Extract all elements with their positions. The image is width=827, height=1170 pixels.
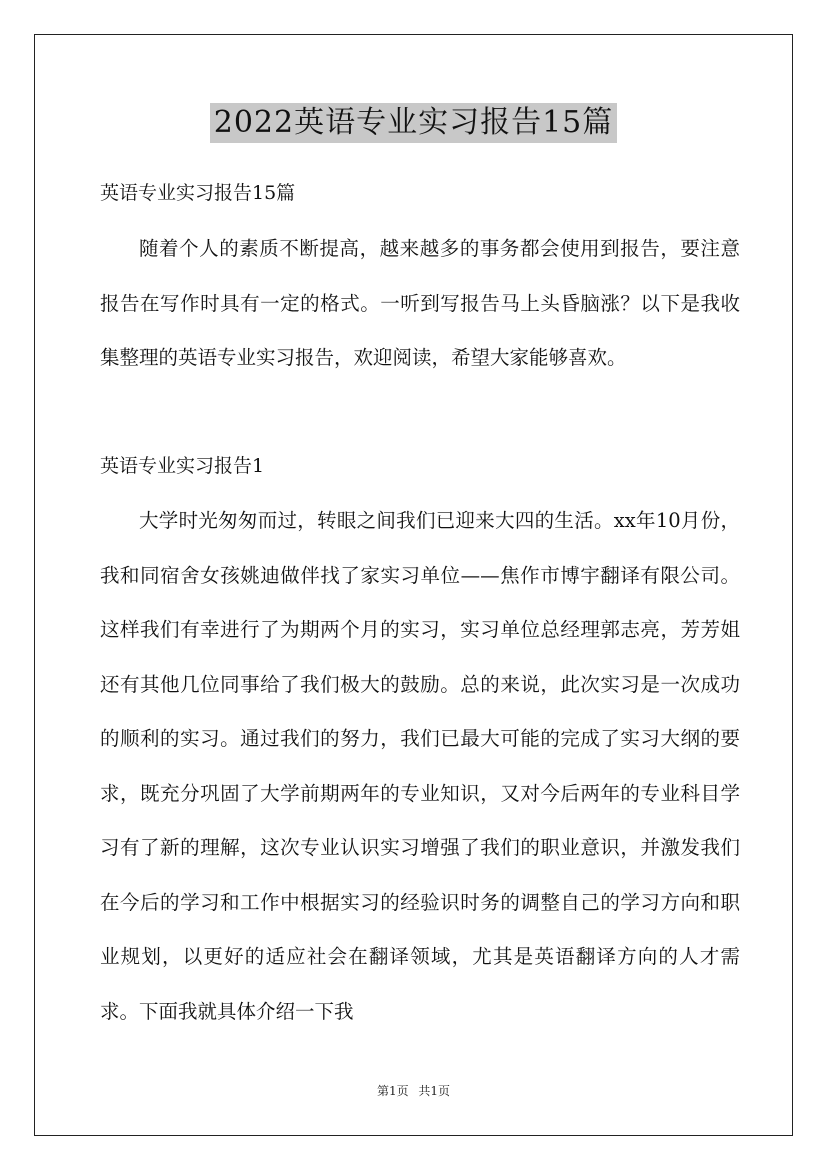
document-subtitle: 英语专业实习报告15篇 <box>100 182 296 204</box>
page-total: 共1页 <box>418 1084 451 1098</box>
intro-paragraph: 随着个人的素质不断提高，越来越多的事务都会使用到报告，要注意报告在写作时具有一定的格式。一听到写报告马上头昏脑涨？以下是我收集整理的英语专业实习报告，欢迎阅读，希望大家能够喜欢。 <box>100 237 740 369</box>
section-heading: 英语专业实习报告1 <box>100 455 265 477</box>
section-paragraph: 大学时光匆匆而过，转眼之间我们已迎来大四的生活。xx年10月份，我和同宿舍女孩姚迪做伴找了家实习单位——焦作市博宇翻译有限公司。这样我们有幸进行了为期两个月的实习，实习单位总经理郭志亮，芳芳姐还有其他几位同事给了我们极大的鼓励。总的来说，此次实习是一次成功的顺利的实习。通过我们的努力，我们已最大可能的完成了实习大纲的要求，既充分巩固了大学前期两年的专业知识，又对今后两年的专业科目学习有了新的理解，这次专业认识实习增强了我们的职业意识，并激发我们在今后的学习和工作中根据实习的经验识时务的调整自己的学习方向和职业规划，以更好的适应社会在翻译领域，尤其是英语翻译方向的人才需求。下面我就具体介绍一下我 <box>100 509 740 1023</box>
title-container <box>0 103 827 143</box>
page-number: 第1页 <box>376 1084 409 1098</box>
document-title: 2022英语专业实习报告15篇 <box>210 103 618 143</box>
page-footer <box>0 1083 827 1099</box>
